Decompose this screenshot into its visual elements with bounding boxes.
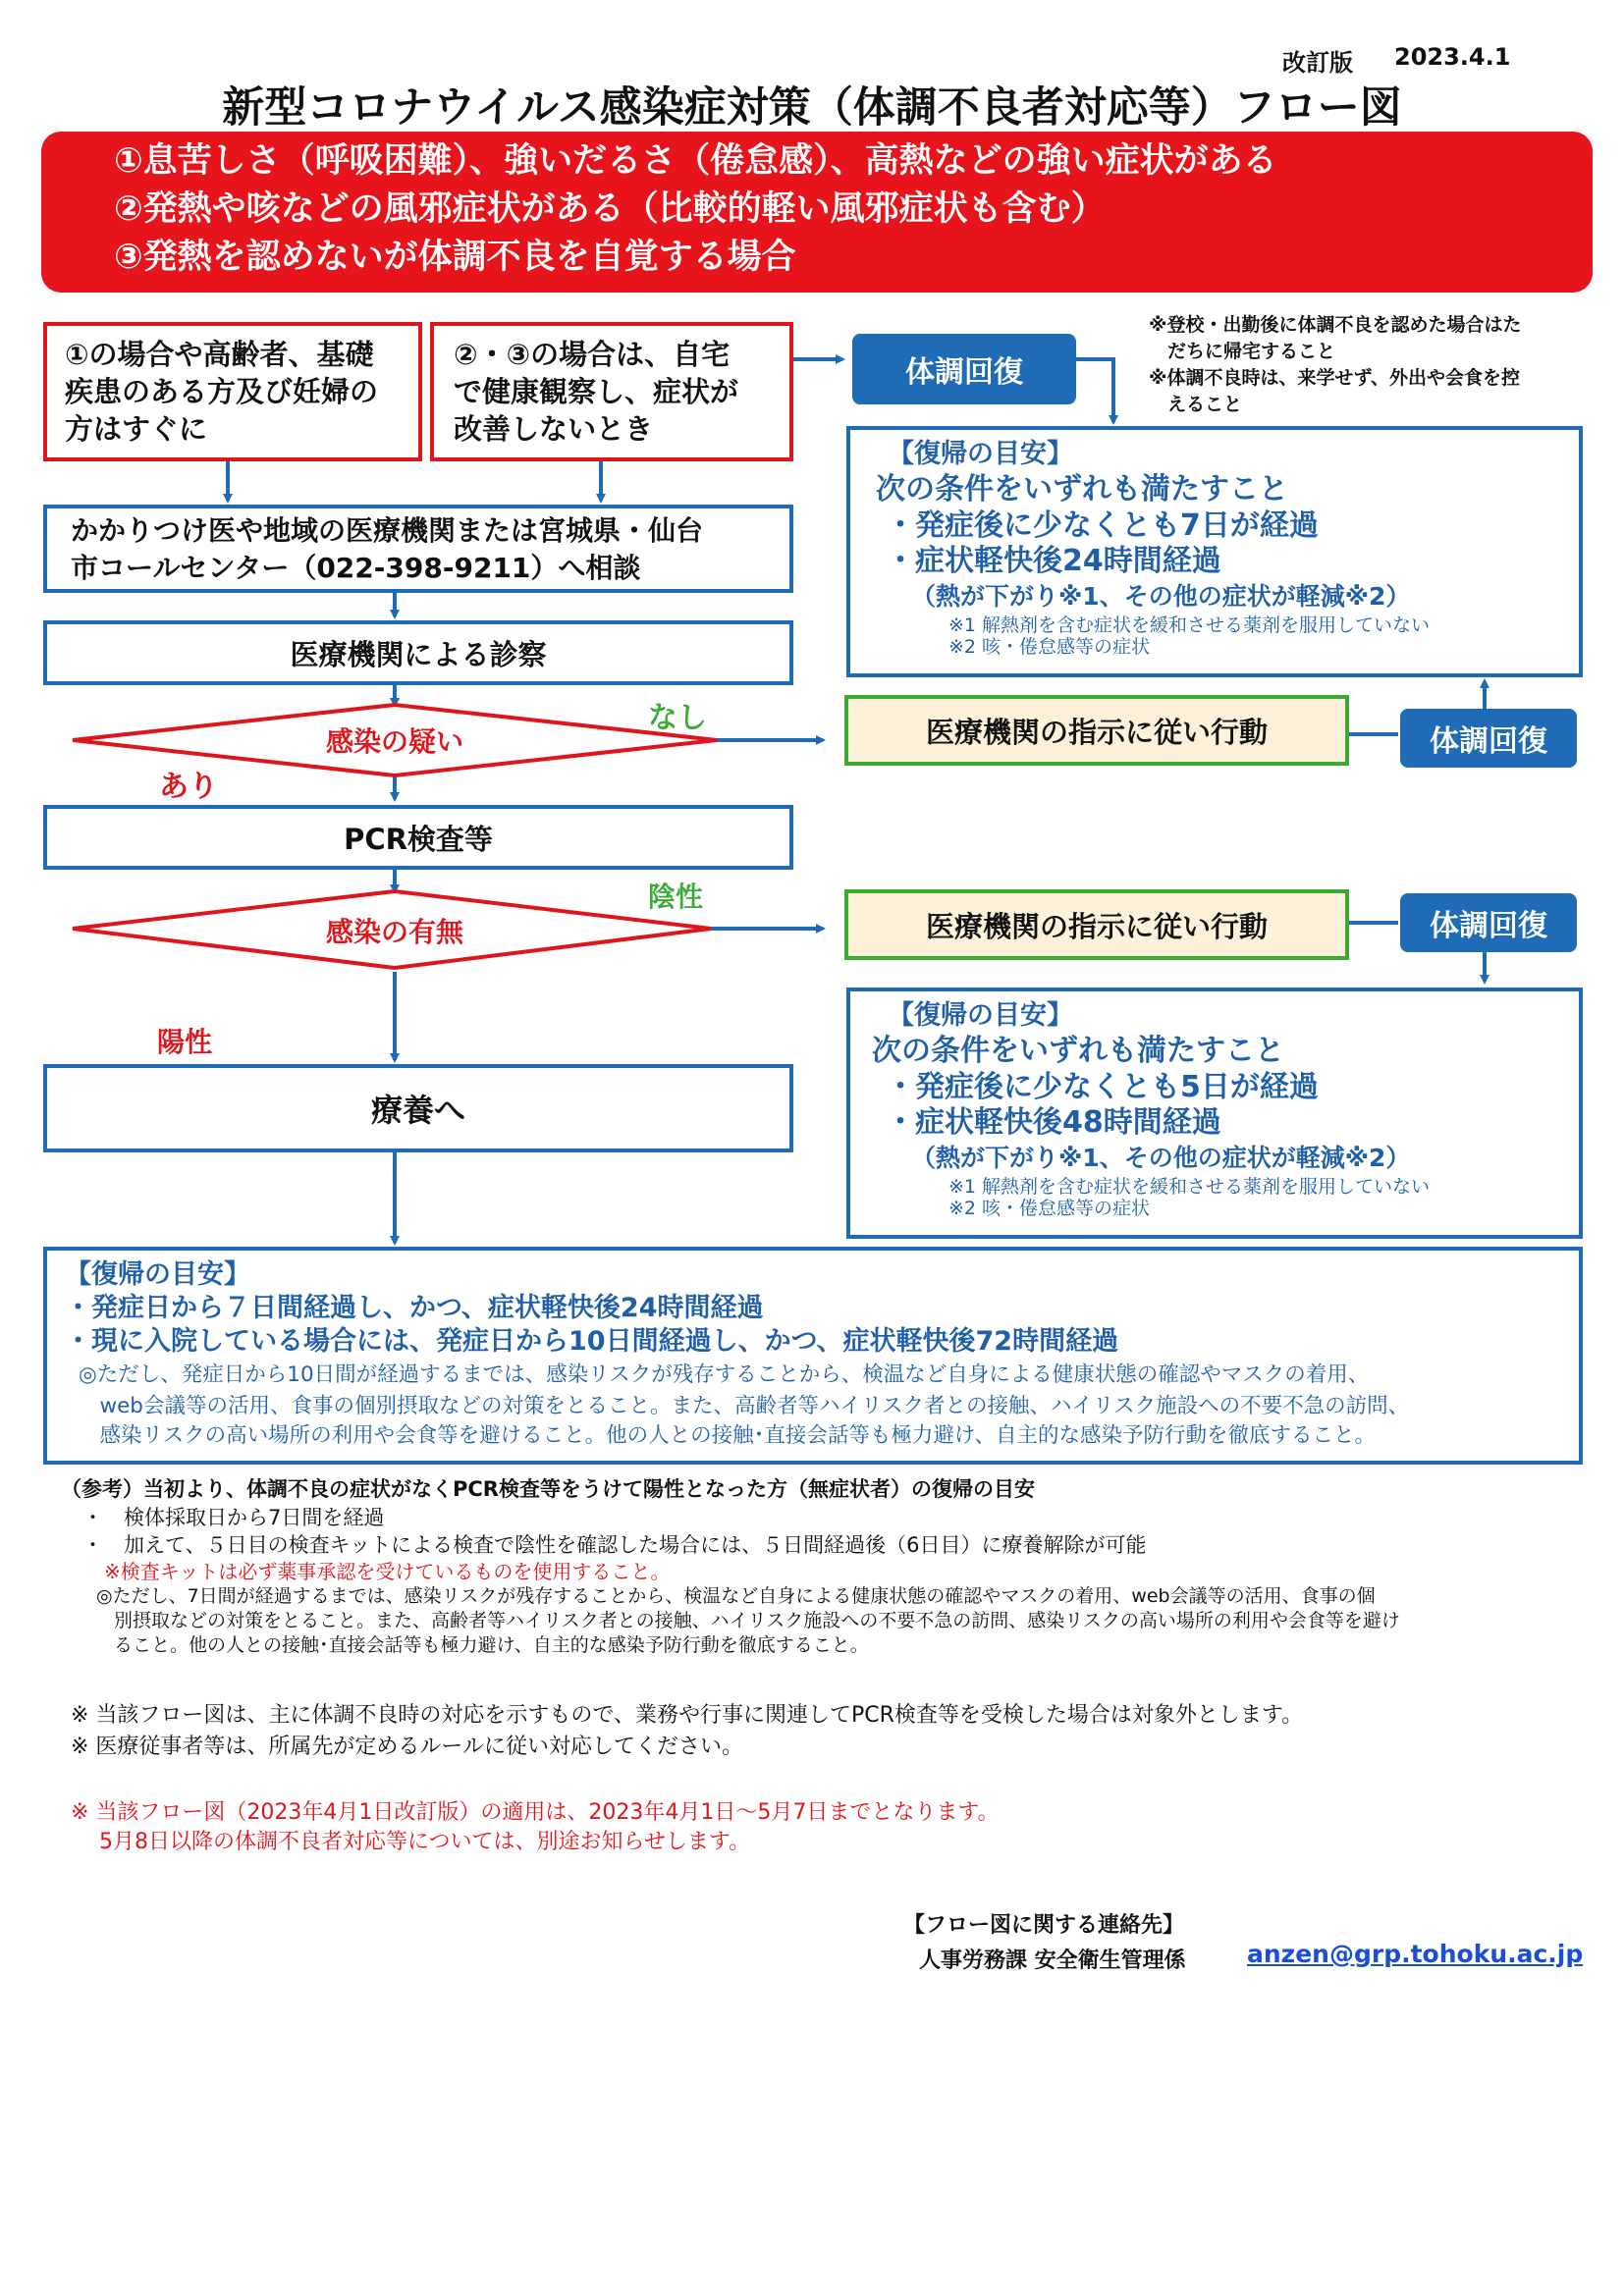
- return1-note: ※2 咳・倦怠感等の症状: [948, 636, 1151, 658]
- follow-instructions-box-2: 医療機関の指示に従い行動: [844, 889, 1349, 960]
- return2-lead: 次の条件をいずれも満たすこと: [872, 1034, 1284, 1068]
- red-footnotes: [71, 1798, 1602, 1857]
- decision2-label: 感染の有無: [325, 916, 463, 948]
- contact-heading: 【フロー図に関する連絡先】: [903, 1913, 1185, 1938]
- return3-item: ・現に入院している場合には、発症日から10日間経過し、かつ、症状軽快後72時間経過: [65, 1326, 1119, 1357]
- recover-button-top: 体調回復: [852, 334, 1076, 404]
- return3-item: ・発症日から７日間経過し、かつ、症状軽快後24時間経過: [65, 1293, 764, 1323]
- return2-title: 【復帰の目安】: [888, 1000, 1073, 1031]
- treatment-box: 療養へ: [43, 1064, 793, 1152]
- return3-title: 【復帰の目安】: [65, 1259, 250, 1290]
- case1-line-2: 疾患のある方及び妊婦の: [65, 375, 379, 408]
- case23-box: [430, 322, 793, 461]
- return2-note: ※1 解熱剤を含む症状を緩和させる薬剤を服用していない: [948, 1176, 1431, 1198]
- symptom-line-2: ②発熱や咳などの風邪症状がある（比較的軽い風邪症状も含む）: [114, 189, 1106, 229]
- case1-box: [43, 322, 422, 461]
- pcr-box: PCR検査等: [43, 805, 793, 870]
- symptom-line-1: ①息苦しさ（呼吸困難）、強いだるさ（倦怠感）、高熱などの強い症状がある: [114, 141, 1277, 181]
- note-top-line: ※登校・出勤後に体調不良を認めた場合はた: [1149, 314, 1522, 336]
- case23-line-3: 改善しないとき: [454, 412, 654, 446]
- return2-item: ・症状軽快後48時間経過: [886, 1105, 1221, 1140]
- return-box-2: [846, 988, 1583, 1239]
- consult-box: [43, 505, 793, 593]
- follow-instructions-box-1: 医療機関の指示に従い行動: [844, 695, 1349, 766]
- decision1-yes-label: あり: [159, 770, 218, 804]
- exam-box: 医療機関による診察: [43, 620, 793, 685]
- case1-line-3: 方はすぐに: [65, 412, 208, 446]
- return2-sub: （熱が下がり※1、その他の症状が軽減※2）: [911, 1144, 1411, 1172]
- notes-top: [1149, 312, 1521, 418]
- page-title: 新型コロナウイルス感染症対策（体調不良者対応等）フロー図: [222, 82, 1402, 133]
- return1-sub: （熱が下がり※1、その他の症状が軽減※2）: [911, 582, 1411, 611]
- return-box-1: [846, 426, 1583, 677]
- decision2-negative-label: 陰性: [648, 881, 704, 913]
- contact-email-link[interactable]: anzen@grp.tohoku.ac.jp: [1247, 1940, 1584, 1968]
- return3-note: 感染リスクの高い場所の利用や会食等を避けること。他の人との接触･直接会話等も極力避け、自主的な感染予防行動を徹底すること。: [79, 1423, 1376, 1448]
- note-top-line: えること: [1149, 394, 1243, 415]
- return1-item: ・症状軽快後24時間経過: [886, 544, 1221, 578]
- return3-note: web会議等の活用、食事の個別摂取などの対策をとること。また、高齢者等ハイリスク者との接触、ハイリスク施設への不要不急の訪問、: [79, 1394, 1410, 1418]
- reference-note: ◎ただし、7日間が経過するまでは、感染リスクが残存することから、検温など自身による健康状態の確認やマスクの着用、web会議等の活用、食事の個: [96, 1585, 1376, 1607]
- note-top-line: ※体調不良時は、来学せず、外出や会食を控: [1149, 367, 1520, 389]
- symptom-line-3: ③発熱を認めないが体調不良を自覚する場合: [114, 238, 796, 277]
- red-footnote: 5月8日以降の体調不良者対応等については、別途お知らせします。: [71, 1830, 751, 1854]
- reference-title: （参考）当初より、体調不良の症状がなくPCR検査等をうけて陽性となった方（無症状者）の復帰の目安: [61, 1477, 1035, 1501]
- footnote: ※ 当該フロー図は、主に体調不良時の対応を示すもので、業務や行事に関連してPCR検査等を受検した場合は対象外とします。: [71, 1703, 1304, 1728]
- reference-red-note: ※検査キットは必ず薬事承認を受けているものを使用すること。: [104, 1560, 671, 1583]
- return2-note: ※2 咳・倦怠感等の症状: [948, 1198, 1151, 1219]
- recover-button-2: 体調回復: [1400, 893, 1577, 952]
- version-label: 改訂版: [1282, 49, 1353, 77]
- decision2-positive-label: 陽性: [157, 1026, 213, 1058]
- case23-line-1: ②・③の場合は、自宅: [454, 338, 731, 371]
- reference-note: ること。他の人との接触･直接会話等も極力避け、自主的な感染予防行動を徹底すること。: [114, 1634, 869, 1656]
- contact-dept: 人事労務課 安全衛生管理係: [919, 1949, 1186, 1973]
- reference-item: ・ 検体採取日から7日間を経過: [82, 1506, 385, 1529]
- return1-note: ※1 解熱剤を含む症状を緩和させる薬剤を服用していない: [948, 614, 1431, 636]
- case1-line-1: ①の場合や高齢者、基礎: [65, 338, 374, 371]
- decision1-no-label: なし: [648, 701, 707, 735]
- red-footnote: ※ 当該フロー図（2023年4月1日改訂版）の適用は、2023年4月1日～5月7日までとなります。: [71, 1800, 1000, 1825]
- reference-item: ・ 加えて、５日目の検査キットによる検査で陰性を確認した場合には、５日間経過後（6日目）に療養解除が可能: [82, 1533, 1147, 1557]
- return1-lead: 次の条件をいずれも満たすこと: [876, 472, 1288, 507]
- consult-line-2: 市コールセンター（022-398-9211）へ相談: [71, 552, 641, 584]
- case23-line-2: で健康観察し、症状が: [454, 375, 739, 408]
- return-box-3: [43, 1247, 1583, 1465]
- decision1-label: 感染の疑い: [325, 725, 463, 758]
- return2-item: ・発症後に少なくとも5日が経過: [886, 1070, 1319, 1104]
- recover-button-1: 体調回復: [1400, 709, 1577, 768]
- reference-note: 別摂取などの対策をとること。また、高齢者等ハイリスク者との接触、ハイリスク施設への不要不急の訪問、感染リスクの高い場所の利用や会食等を避け: [114, 1610, 1400, 1631]
- arrow-recover-return1: [1076, 359, 1113, 422]
- return1-item: ・発症後に少なくとも7日が経過: [886, 508, 1319, 543]
- return3-note: ◎ただし、発症日から10日間が経過するまでは、感染リスクが残存することから、検温など自身による健康状態の確認やマスクの着用、: [79, 1362, 1370, 1387]
- consult-line-1: かかりつけ医や地域の医療機関または宮城県・仙台: [71, 514, 704, 547]
- return1-title: 【復帰の目安】: [888, 439, 1073, 469]
- note-top-line: だちに帰宅すること: [1149, 341, 1336, 362]
- footnote: ※ 医療従事者等は、所属先が定めるルールに従い対応してください。: [71, 1735, 743, 1759]
- reference-section: [61, 1474, 1593, 1658]
- footnotes: [71, 1700, 1602, 1763]
- symptom-banner: [41, 132, 1593, 293]
- version-date: 2023.4.1: [1394, 43, 1511, 71]
